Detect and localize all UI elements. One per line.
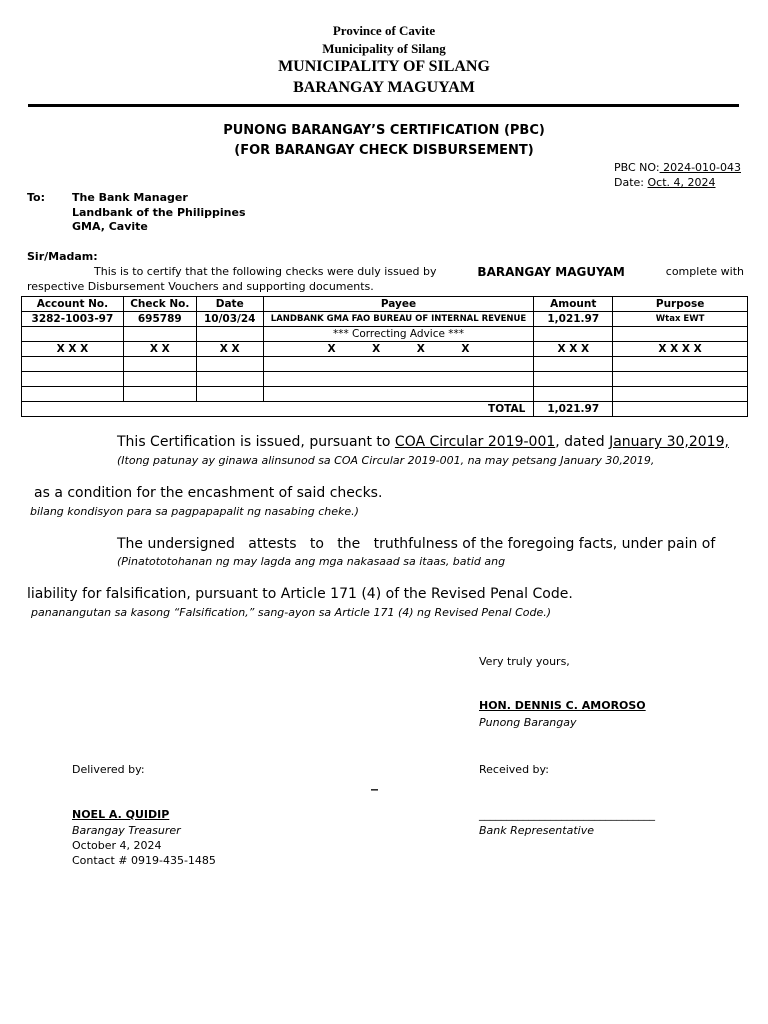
checks-table <box>21 296 748 417</box>
table-row <box>22 357 748 372</box>
table-row <box>22 387 748 402</box>
paragraph-1-text-b: , dated <box>555 434 610 450</box>
signatory-name: HON. DENNIS C. AMOROSO <box>479 699 646 712</box>
received-by-label: Received by: <box>479 763 549 776</box>
to-label: To: <box>27 191 45 204</box>
bank-representative-title: Bank Representative <box>479 824 594 837</box>
cell-x: X X <box>123 342 196 357</box>
paragraph-1 <box>117 434 729 450</box>
cell-x: X X X <box>534 342 613 357</box>
table-row <box>22 372 748 387</box>
header-account-no: Account No. <box>22 297 124 312</box>
table-header-row <box>22 297 748 312</box>
cell-payee: LANDBANK GMA FAO BUREAU OF INTERNAL REVENUE <box>263 312 534 327</box>
cell-check-no: 695789 <box>123 312 196 327</box>
paragraph-2-translation: bilang kondisyon para sa pagpapapalit ng nasabing cheke.) <box>30 505 359 518</box>
cell-amount: 1,021.97 <box>534 312 613 327</box>
municipality-small-text: Municipality of Silang <box>322 41 446 56</box>
pbc-number <box>614 161 741 174</box>
cell-date: 10/03/24 <box>196 312 263 327</box>
intro-text-before: This is to certify that the following checks were duly issued by <box>94 265 437 278</box>
table-row <box>22 342 748 357</box>
table-total-row <box>22 402 748 417</box>
cell-account-no: 3282-1003-97 <box>22 312 124 327</box>
header-payee: Payee <box>263 297 534 312</box>
total-amount: 1,021.97 <box>534 402 613 417</box>
signature-line: ________________________________ <box>479 808 655 821</box>
total-label: TOTAL <box>22 402 534 417</box>
header-purpose: Purpose <box>613 297 748 312</box>
coa-circular-ref: COA Circular 2019-001 <box>394 434 556 450</box>
pbc-number-label: PBC NO: <box>614 161 660 174</box>
intro-text-after: complete with <box>665 265 744 278</box>
intro-barangay-name: BARANGAY MAGUYAM <box>477 265 625 279</box>
treasurer-title: Barangay Treasurer <box>72 824 181 837</box>
header-divider <box>28 104 739 107</box>
cell-purpose: Wtax EWT <box>613 312 748 327</box>
paragraph-2: as a condition for the encashment of said checks. <box>34 485 383 501</box>
pbc-date-label: Date: <box>614 176 644 189</box>
addressee-line-2: Landbank of the Philippines <box>72 206 246 219</box>
header-amount: Amount <box>534 297 613 312</box>
header-check-no: Check No. <box>123 297 196 312</box>
paragraph-1-translation: (Itong patunay ay ginawa alinsunod sa COA Circular 2019-001, na may petsang January 30,2019, <box>117 454 655 467</box>
cell-x: X X X X <box>263 342 534 357</box>
paragraph-1-text-a: This Certification is issued, pursuant to <box>117 434 395 450</box>
paragraph-3: The undersigned attests to the truthfulness of the foregoing facts, under pain of <box>117 536 716 552</box>
addressee-line-3: GMA, Cavite <box>72 220 148 233</box>
intro-line-1 <box>94 265 744 279</box>
table-row <box>22 312 748 327</box>
salutation: Sir/Madam: <box>27 250 98 263</box>
cell-correcting-advice: *** Correcting Advice *** <box>263 327 534 342</box>
intro-line-2: respective Disbursement Vouchers and supporting documents. <box>27 280 374 293</box>
cell-x: X X X <box>22 342 124 357</box>
paragraph-4-translation: pananangutan sa kasong “Falsification,” sang-ayon sa Article 171 (4) ng Revised Penal Code.) <box>31 606 552 619</box>
pbc-number-value: 2024-010-043 <box>659 161 741 174</box>
delivered-by-label: Delivered by: <box>72 763 145 776</box>
treasurer-contact: Contact # 0919-435-1485 <box>72 854 216 867</box>
municipality-title: MUNICIPALITY OF SILANG <box>278 58 490 75</box>
separator-dash: _ <box>371 775 378 791</box>
coa-circular-date: January 30,2019, <box>609 434 729 450</box>
paragraph-3-translation: (Pinatototohanan ng may lagda ang mga nakasaad sa itaas, batid ang <box>117 555 506 568</box>
certification-title: PUNONG BARANGAY’S CERTIFICATION (PBC) <box>223 123 545 138</box>
header-date: Date <box>196 297 263 312</box>
addressee-line-1: The Bank Manager <box>72 191 188 204</box>
table-row <box>22 327 748 342</box>
treasurer-name: NOEL A. QUIDIP <box>72 808 170 821</box>
delivered-date: October 4, 2024 <box>72 839 162 852</box>
closing-text: Very truly yours, <box>479 655 570 668</box>
province-text: Province of Cavite <box>332 23 436 38</box>
cell-x: X X <box>196 342 263 357</box>
certification-subtitle: (FOR BARANGAY CHECK DISBURSEMENT) <box>234 143 534 158</box>
pbc-date-value: Oct. 4, 2024 <box>647 176 716 189</box>
pbc-date <box>614 176 716 189</box>
cell-x: X X X X <box>613 342 748 357</box>
paragraph-4: liability for falsification, pursuant to Article 171 (4) of the Revised Penal Code. <box>27 586 573 602</box>
barangay-title: BARANGAY MAGUYAM <box>293 79 475 96</box>
signatory-title: Punong Barangay <box>479 716 577 729</box>
